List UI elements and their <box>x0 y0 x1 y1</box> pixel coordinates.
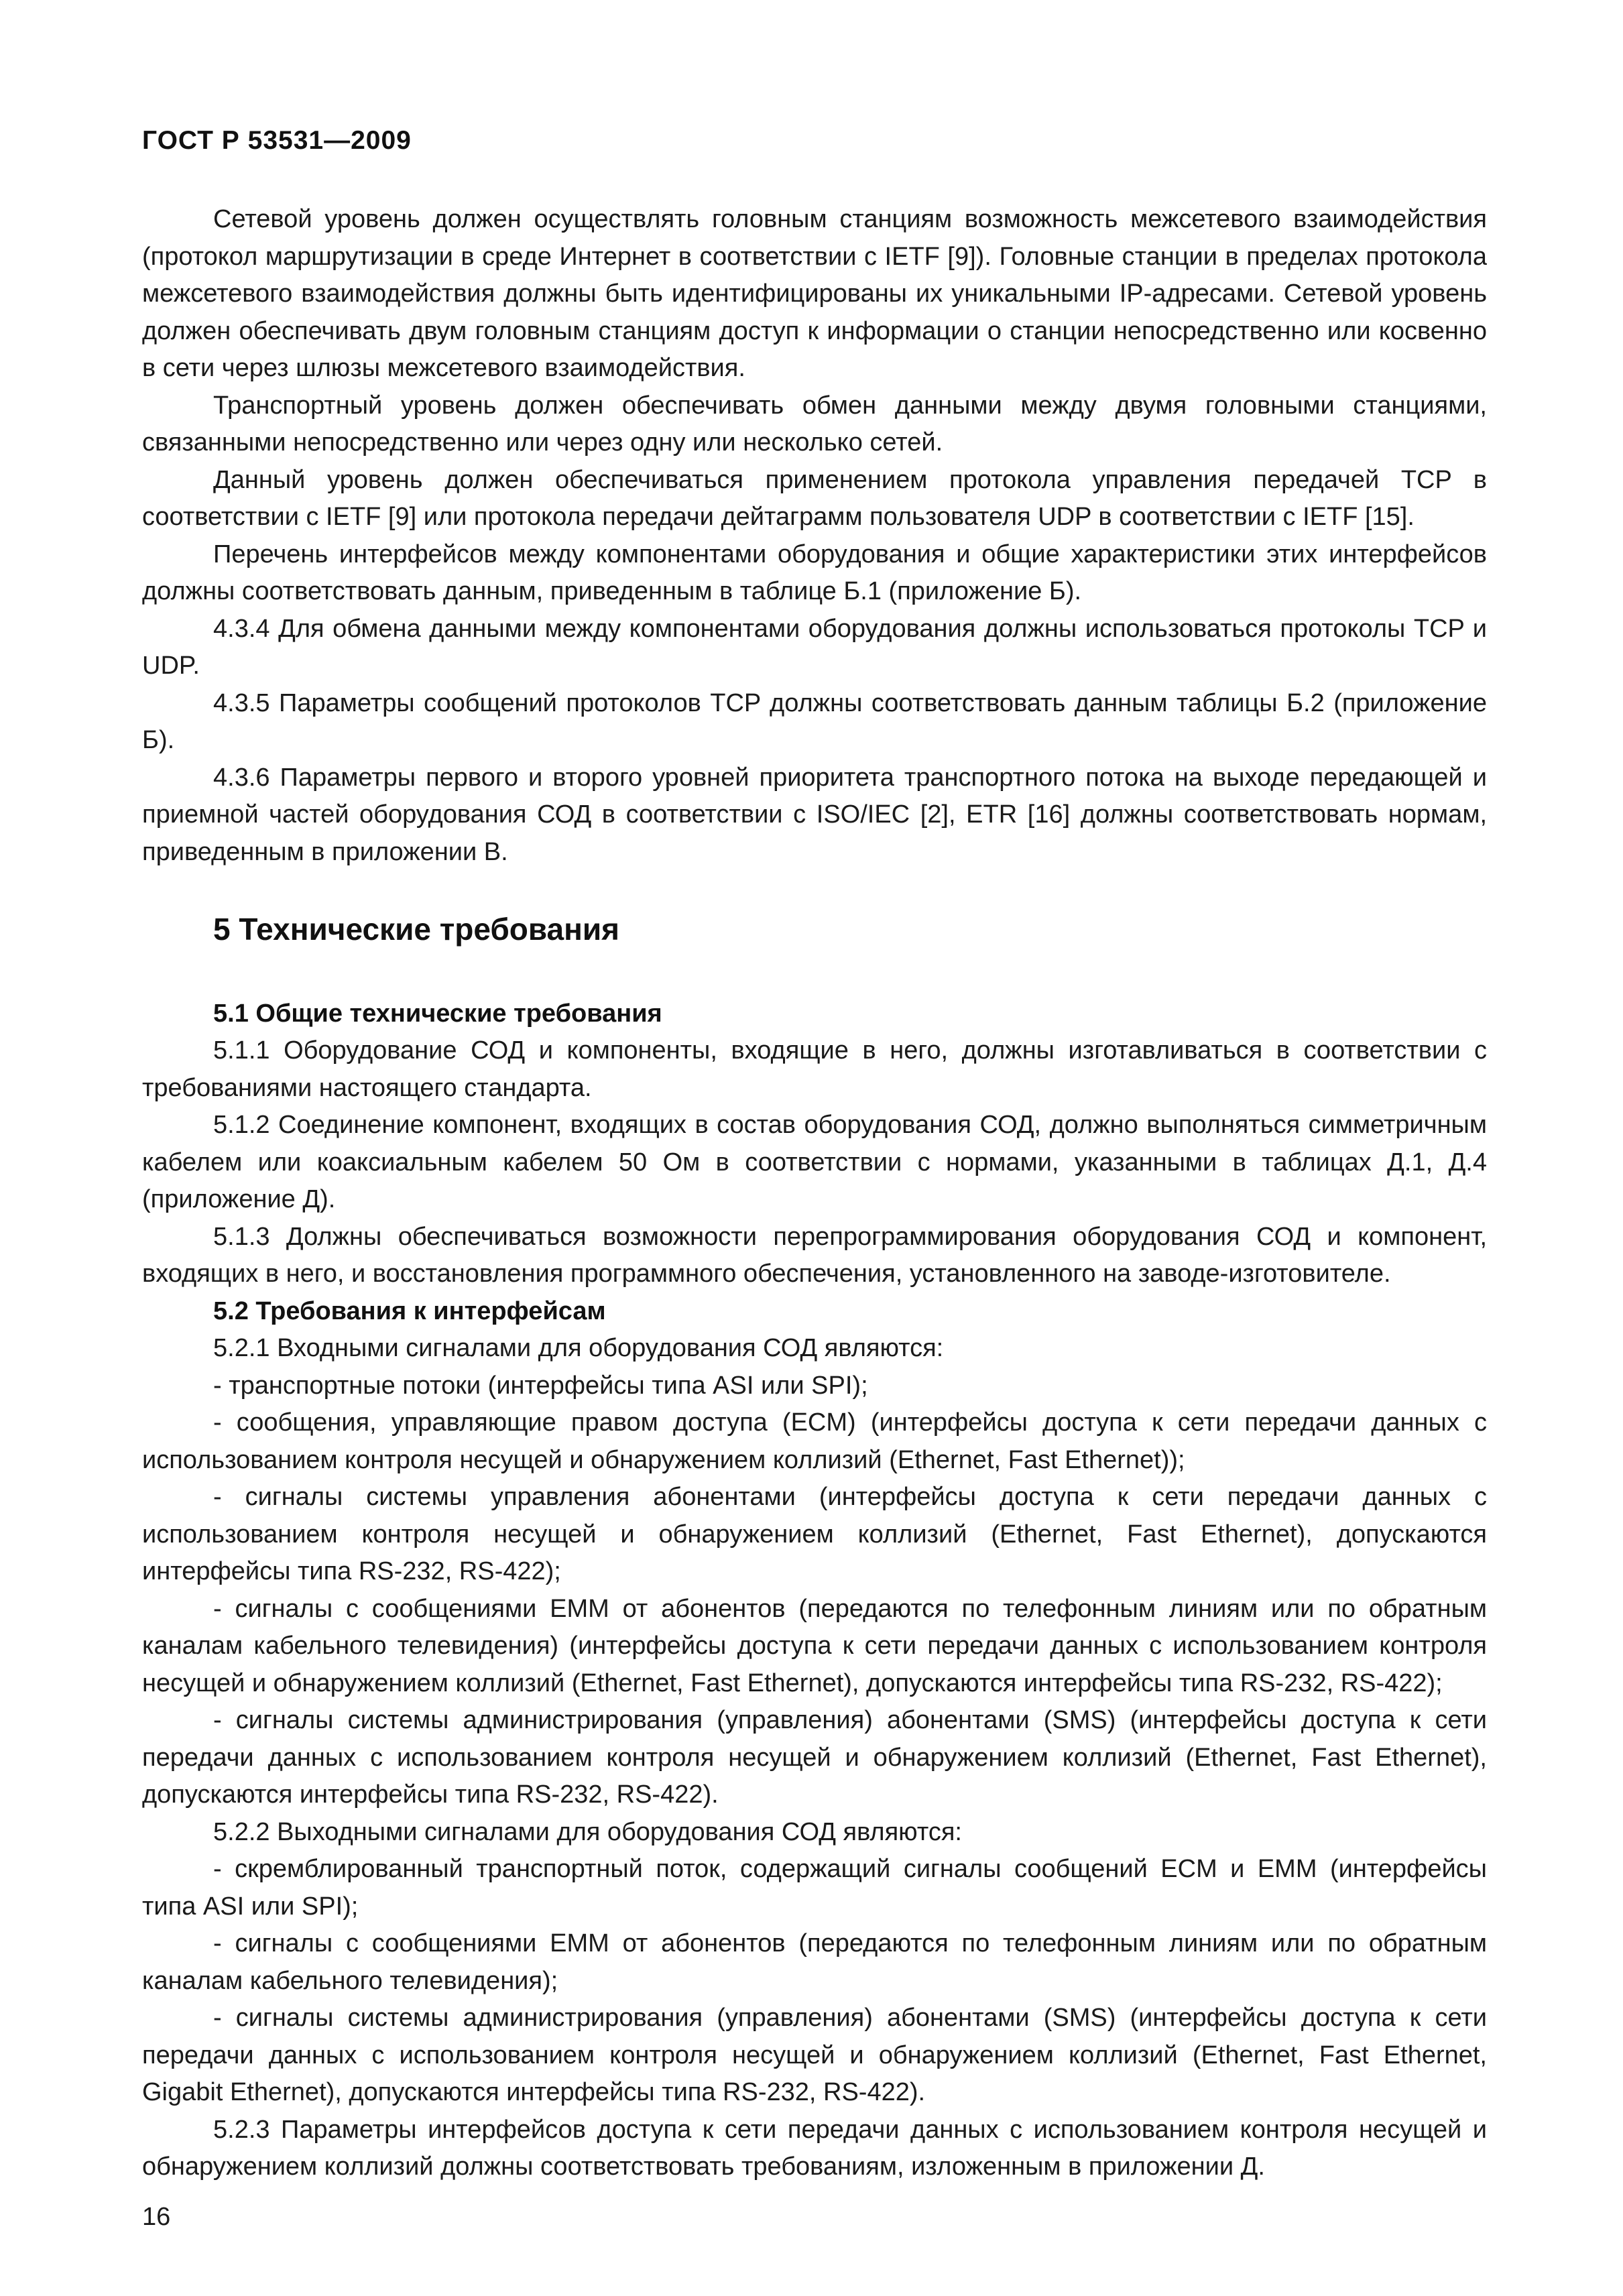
list-item: - транспортные потоки (интерфейсы типа ASI или SPI); <box>213 1371 868 1400</box>
paragraph: 5.2.3 Параметры интерфейсов доступа к сети передачи данных с использованием контроля несущей и обнаружением коллизий должны соответствовать требованиям, изложенным в приложении Д. <box>142 2115 1487 2181</box>
paragraph: Транспортный уровень должен обеспечивать обмен данными между двумя головными станциями, связанными непосредственно или через одну или несколько сетей. <box>142 391 1487 457</box>
paragraph: 4.3.6 Параметры первого и второго уровней приоритета транспортного потока на выходе передающей и приемной частей оборудования СОД в соответствии с ISO/IEC [2], ETR [16] должны соответствовать нормам, приведенным в приложении В. <box>142 763 1487 866</box>
document-body <box>142 201 1487 2186</box>
subsection-title: 5.2 Требования к интерфейсам <box>213 1296 606 1325</box>
document-code-header: ГОСТ Р 53531—2009 <box>142 126 412 155</box>
page-number: 16 <box>142 2203 171 2231</box>
paragraph: 4.3.5 Параметры сообщений протоколов TCP должны соответствовать данным таблицы Б.2 (приложение Б). <box>142 688 1487 754</box>
section-title: 5 Технические требования <box>213 912 619 947</box>
paragraph: Перечень интерфейсов между компонентами оборудования и общие характеристики этих интерфейсов должны соответствовать данным, приведенным в таблице Б.1 (приложение Б). <box>142 540 1487 605</box>
paragraph: Сетевой уровень должен осуществлять головным станциям возможность межсетевого взаимодействия (протокол маршрутизации в среде Интернет в соответствии с IETF [9]). Головные станции в пределах протокола межсетевого взаимодействия должны быть идентифицированы их уникальными IP-адресами. Сетевой уровень должен обеспечивать двум головным станциям доступ к информации о станции непосредственно или косвенно в сети через шлюзы межсетевого взаимодействия. <box>142 205 1487 382</box>
list-item: - сигналы системы администрирования (управления) абонентами (SMS) (интерфейсы доступа к сети передачи данных с использованием контроля несущей и обнаружением коллизий (Ethernet, Fast Ethernet), допускаются интерфейсы типа RS-232, RS-422). <box>142 1706 1487 1809</box>
list-item: - сигналы с сообщениями EMM от абонентов (передаются по телефонным линиям или по обратным каналам кабельного телевидения); <box>142 1929 1487 1995</box>
paragraph: Данный уровень должен обеспечиваться применением протокола управления передачей TCP в соответствии с IETF [9] или протокола передачи дейтаграмм пользователя UDP в соответствии с IETF [15]. <box>142 465 1487 531</box>
paragraph: 5.1.2 Соединение компонент, входящих в состав оборудования СОД, должно выполняться симметричным кабелем или коаксиальным кабелем 50 Ом в соответствии с нормами, указанными в таблицах Д.1, Д.4 (приложение Д). <box>142 1111 1487 1213</box>
paragraph: 4.3.4 Для обмена данными между компонентами оборудования должны использоваться протоколы TCP и UDP. <box>142 614 1487 680</box>
paragraph: 5.1.3 Должны обеспечиваться возможности перепрограммирования оборудования СОД и компонент, входящих в него, и восстановления программного обеспечения, установленного на заводе-изготовителе. <box>142 1222 1487 1288</box>
list-item: - сигналы системы администрирования (управления) абонентами (SMS) (интерфейсы доступа к сети передачи данных с использованием контроля несущей и обнаружением коллизий (Ethernet, Fast Ethernet, Gigabit Ethernet), допускаются интерфейсы типа RS-232, RS-422). <box>142 2004 1487 2106</box>
list-item: - скремблированный транспортный поток, содержащий сигналы сообщений ECM и EMM (интерфейсы типа ASI или SPI); <box>142 1855 1487 1921</box>
subsection-title: 5.1 Общие технические требования <box>213 999 662 1028</box>
list-item: - сообщения, управляющие правом доступа (ECM) (интерфейсы доступа к сети передачи данных с использованием контроля несущей и обнаружением коллизий (Ethernet, Fast Ethernet)); <box>142 1408 1487 1474</box>
list-item: - сигналы системы управления абонентами (интерфейсы доступа к сети передачи данных с использованием контроля несущей и обнаружением коллизий (Ethernet, Fast Ethernet), допускаются интерфейсы типа RS-232, RS-422); <box>142 1483 1487 1585</box>
paragraph: 5.2.1 Входными сигналами для оборудования СОД являются: <box>213 1334 944 1362</box>
list-item: - сигналы с сообщениями EMM от абонентов (передаются по телефонным линиям или по обратным каналам кабельного телевидения) (интерфейсы доступа к сети передачи данных с использованием контроля несущей и обнаружением коллизий (Ethernet, Fast Ethernet), допускаются интерфейсы типа RS-232, RS-422); <box>142 1594 1487 1697</box>
paragraph: 5.1.1 Оборудование СОД и компоненты, входящие в него, должны изготавливаться в соответствии с требованиями настоящего стандарта. <box>142 1036 1487 1102</box>
paragraph: 5.2.2 Выходными сигналами для оборудования СОД являются: <box>213 1817 962 1846</box>
